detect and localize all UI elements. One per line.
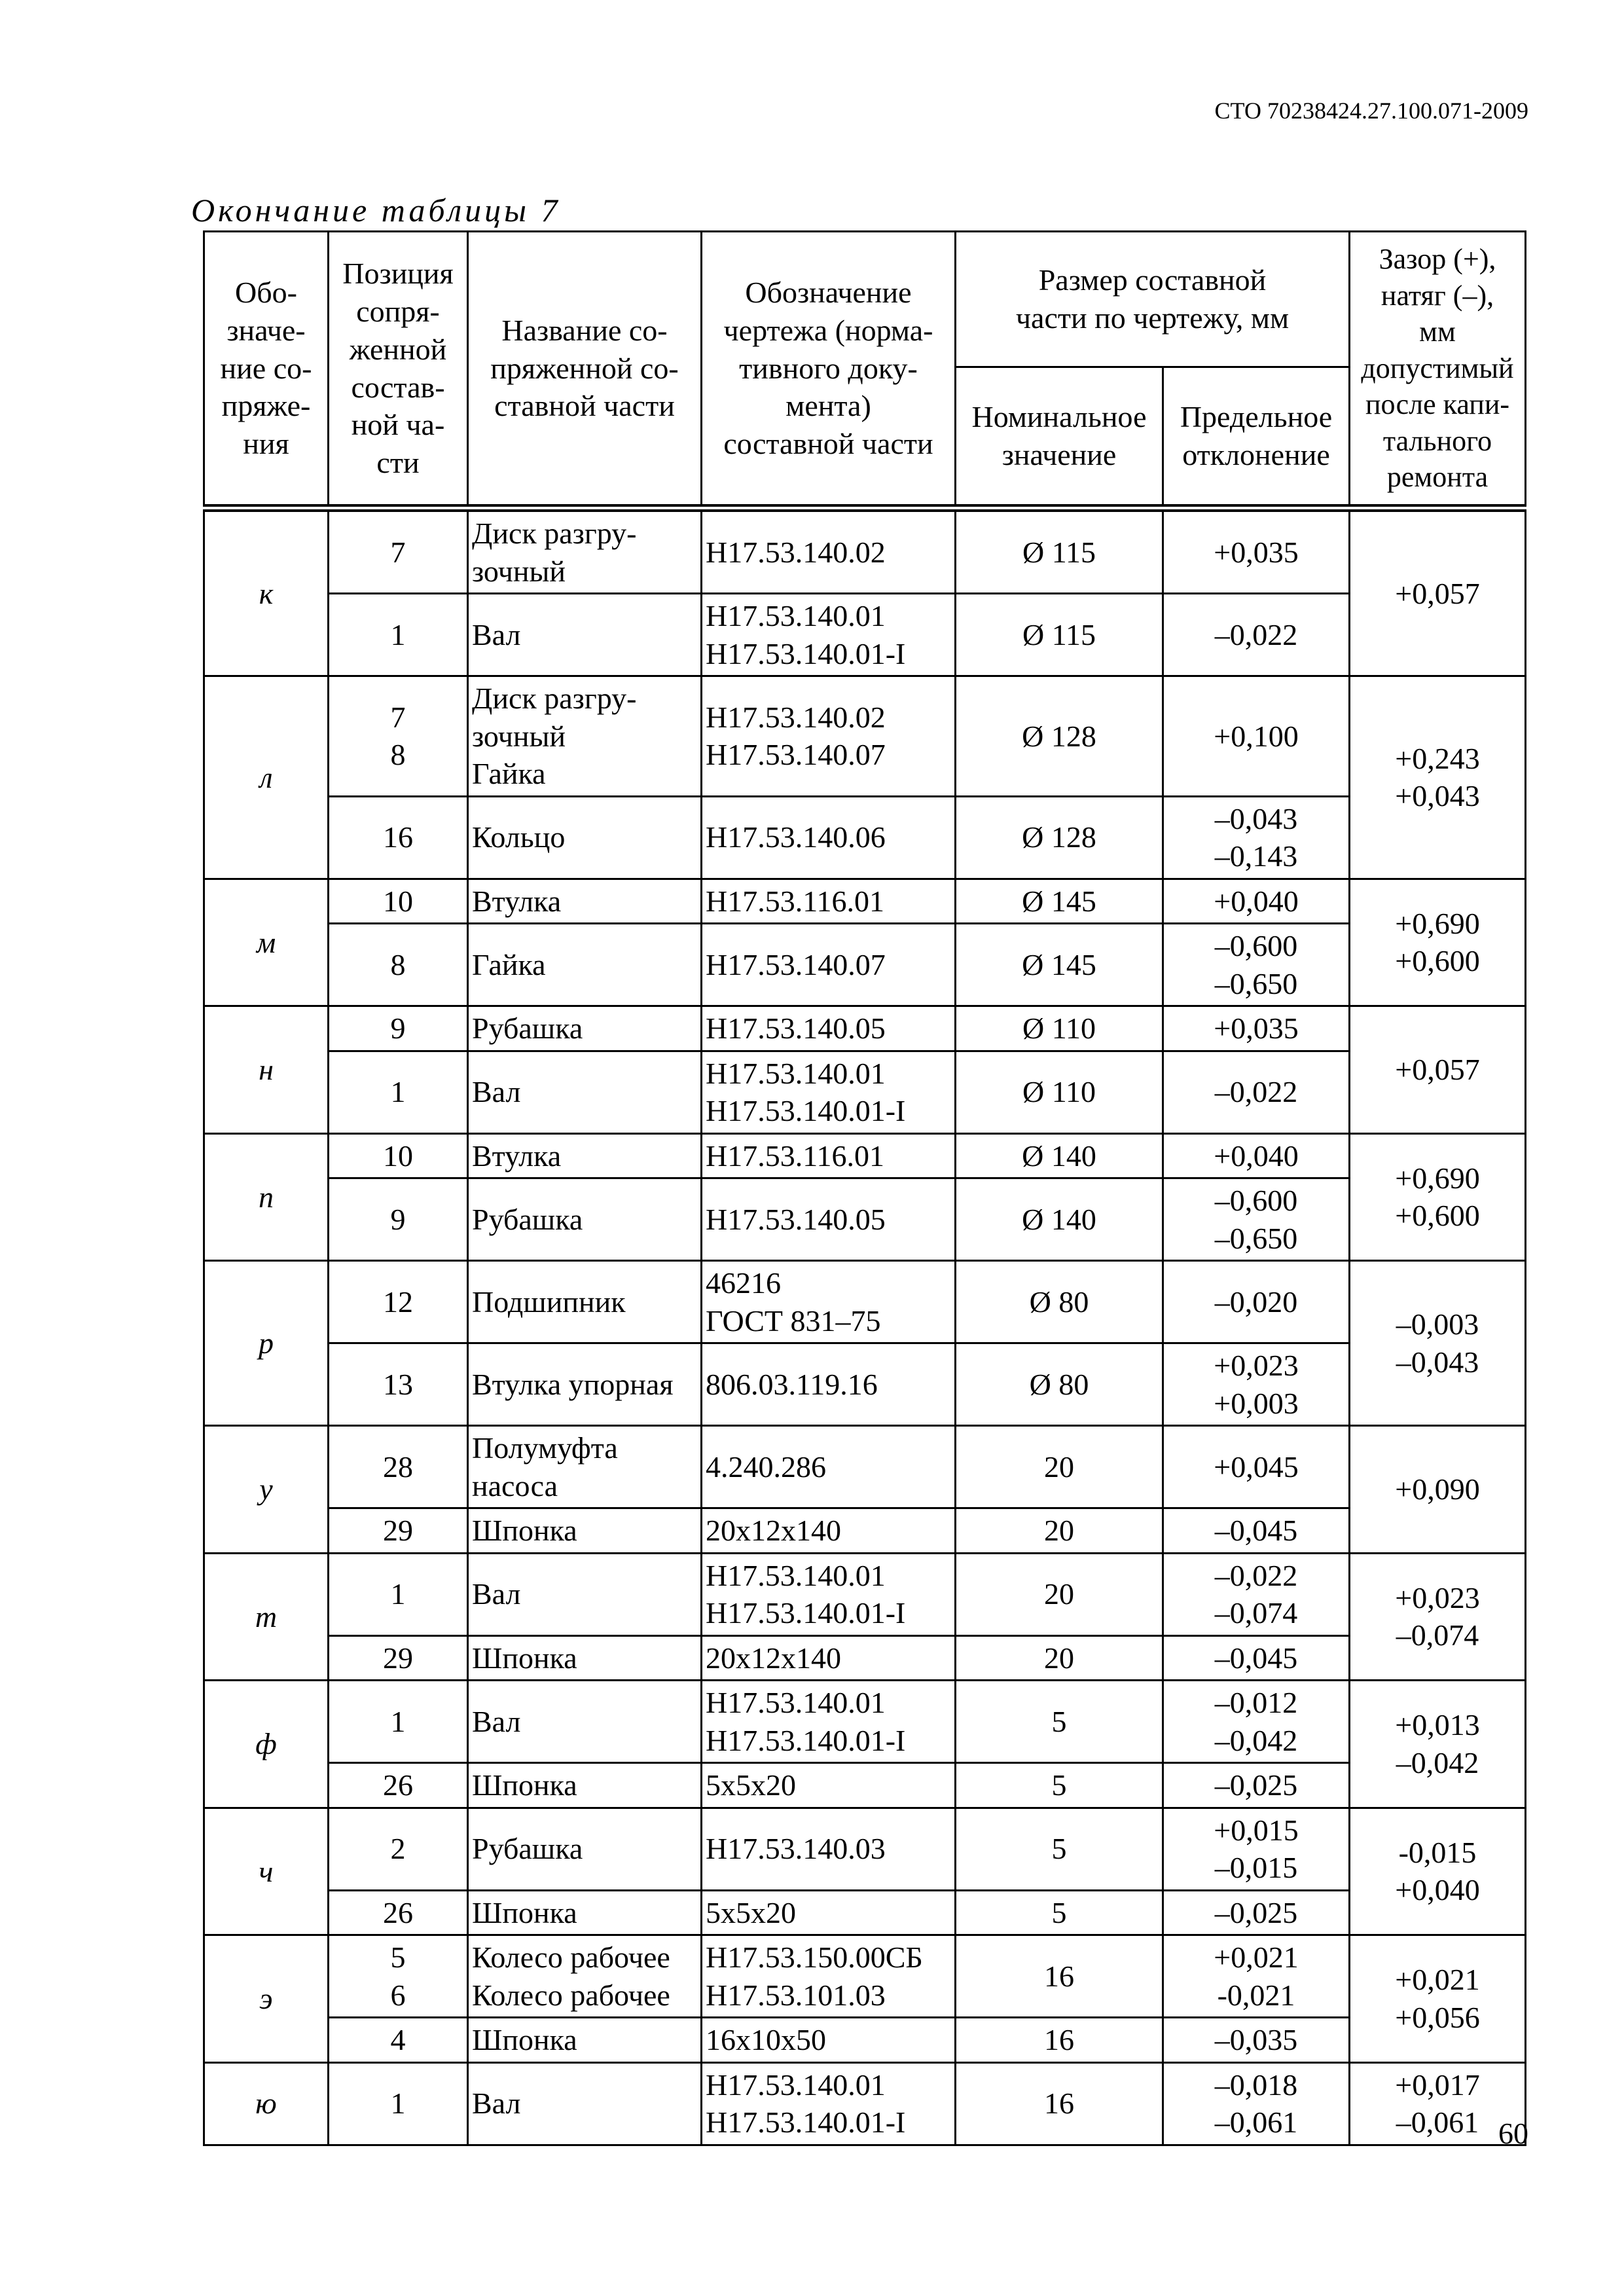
part-position: 29: [329, 1635, 468, 1681]
header-row: [204, 232, 1526, 367]
part-name: Втулка: [468, 1133, 702, 1178]
tolerance: –0,022: [1163, 594, 1350, 676]
header-part-name: Название со- пряженной со- ставной части: [468, 232, 702, 509]
part-name: Полумуфта насоса: [468, 1426, 702, 1508]
part-name: Вал: [468, 2062, 702, 2145]
part-position: 12: [329, 1261, 468, 1343]
nominal-size: Ø 110: [956, 1006, 1163, 1051]
table-row: [204, 796, 1526, 879]
header-clearance: Зазор (+), натяг (–), мм допустимый после капи- тального ремонта: [1350, 232, 1526, 509]
part-position: 1: [329, 1681, 468, 1763]
part-name: Шпонка: [468, 1635, 702, 1681]
tolerance: –0,012 –0,042: [1163, 1681, 1350, 1763]
spec-table: [203, 230, 1526, 2146]
nominal-size: Ø 145: [956, 924, 1163, 1006]
table-caption: Окончание таблицы 7: [191, 192, 561, 228]
tolerance: +0,040: [1163, 1133, 1350, 1178]
part-position: 1: [329, 1051, 468, 1133]
joint-mark: ю: [204, 2062, 329, 2145]
part-name: Вал: [468, 1051, 702, 1133]
table-row: [204, 1426, 1526, 1508]
part-position: 10: [329, 1133, 468, 1178]
table-row: [204, 1935, 1526, 2018]
joint-mark: ч: [204, 1808, 329, 1935]
part-name: Гайка: [468, 924, 702, 1006]
joint-mark: ф: [204, 1681, 329, 1808]
drawing-ref: Н17.53.150.00СБ Н17.53.101.03: [702, 1935, 956, 2018]
part-position: 28: [329, 1426, 468, 1508]
table-body: [204, 508, 1526, 2145]
part-name: Шпонка: [468, 2018, 702, 2063]
part-name: Шпонка: [468, 1890, 702, 1935]
table-row: [204, 1763, 1526, 1808]
drawing-ref: Н17.53.140.07: [702, 924, 956, 1006]
joint-mark: н: [204, 1006, 329, 1134]
tolerance: –0,045: [1163, 1635, 1350, 1681]
clearance: +0,021 +0,056: [1350, 1935, 1526, 2063]
header-mark: Обо- значе- ние со- пряже- ния: [204, 232, 329, 509]
table-row: [204, 1890, 1526, 1935]
table-row: [204, 924, 1526, 1006]
tolerance: –0,025: [1163, 1890, 1350, 1935]
part-position: 16: [329, 796, 468, 879]
part-position: 1: [329, 1553, 468, 1635]
table-row: [204, 2018, 1526, 2063]
part-position: 4: [329, 2018, 468, 2063]
tolerance: +0,040: [1163, 879, 1350, 924]
part-name: Шпонка: [468, 1763, 702, 1808]
nominal-size: Ø 128: [956, 796, 1163, 879]
part-name: Кольцо: [468, 796, 702, 879]
part-name: Шпонка: [468, 1508, 702, 1554]
nominal-size: Ø 110: [956, 1051, 1163, 1133]
table-row: [204, 1681, 1526, 1763]
table-row: [204, 1178, 1526, 1261]
part-position: 7: [329, 508, 468, 594]
drawing-ref: Н17.53.140.01 Н17.53.140.01-I: [702, 1681, 956, 1763]
part-name: Вал: [468, 1681, 702, 1763]
page-number: 60: [1498, 2117, 1528, 2150]
drawing-ref: Н17.53.140.01 Н17.53.140.01-I: [702, 1553, 956, 1635]
joint-mark: м: [204, 879, 329, 1006]
clearance: +0,690 +0,600: [1350, 1133, 1526, 1261]
clearance: +0,023 –0,074: [1350, 1553, 1526, 1681]
tolerance: –0,035: [1163, 2018, 1350, 2063]
clearance: +0,013 –0,042: [1350, 1681, 1526, 1808]
drawing-ref: Н17.53.140.01 Н17.53.140.01-I: [702, 1051, 956, 1133]
drawing-ref: Н17.53.140.05: [702, 1178, 956, 1261]
part-position: 29: [329, 1508, 468, 1554]
drawing-ref: Н17.53.140.01 Н17.53.140.01-I: [702, 2062, 956, 2145]
drawing-ref: Н17.53.140.02 Н17.53.140.07: [702, 676, 956, 797]
tolerance: –0,600 –0,650: [1163, 924, 1350, 1006]
clearance: +0,690 +0,600: [1350, 879, 1526, 1006]
table-row: [204, 1808, 1526, 1890]
document-code: СТО 70238424.27.100.071-2009: [1214, 98, 1528, 124]
nominal-size: 20: [956, 1508, 1163, 1554]
tolerance: –0,018 –0,061: [1163, 2062, 1350, 2145]
drawing-ref: Н17.53.116.01: [702, 879, 956, 924]
nominal-size: 20: [956, 1426, 1163, 1508]
nominal-size: 20: [956, 1635, 1163, 1681]
tolerance: –0,043 –0,143: [1163, 796, 1350, 879]
part-name: Рубашка: [468, 1006, 702, 1051]
tolerance: –0,020: [1163, 1261, 1350, 1343]
tolerance: +0,015 –0,015: [1163, 1808, 1350, 1890]
table-row: [204, 1553, 1526, 1635]
part-position: 9: [329, 1178, 468, 1261]
drawing-ref: 806.03.119.16: [702, 1343, 956, 1426]
joint-mark: л: [204, 676, 329, 879]
part-position: 2: [329, 1808, 468, 1890]
table-row: [204, 508, 1526, 594]
drawing-ref: 20x12x140: [702, 1635, 956, 1681]
nominal-size: 16: [956, 2018, 1163, 2063]
part-name: Вал: [468, 1553, 702, 1635]
table-row: [204, 1508, 1526, 1554]
part-position: 8: [329, 924, 468, 1006]
drawing-ref: 5x5x20: [702, 1763, 956, 1808]
nominal-size: 20: [956, 1553, 1163, 1635]
drawing-ref: Н17.53.116.01: [702, 1133, 956, 1178]
tolerance: –0,045: [1163, 1508, 1350, 1554]
tolerance: +0,021 -0,021: [1163, 1935, 1350, 2018]
part-name: Втулка: [468, 879, 702, 924]
drawing-ref: 20x12x140: [702, 1508, 956, 1554]
part-position: 7 8: [329, 676, 468, 797]
joint-mark: к: [204, 508, 329, 676]
table-row: [204, 676, 1526, 797]
joint-mark: т: [204, 1553, 329, 1681]
clearance: +0,017 –0,061: [1350, 2062, 1526, 2145]
nominal-size: Ø 128: [956, 676, 1163, 797]
joint-mark: р: [204, 1261, 329, 1426]
nominal-size: 5: [956, 1681, 1163, 1763]
table-row: [204, 594, 1526, 676]
part-position: 26: [329, 1890, 468, 1935]
joint-mark: п: [204, 1133, 329, 1261]
part-position: 1: [329, 594, 468, 676]
clearance: +0,090: [1350, 1426, 1526, 1554]
part-position: 9: [329, 1006, 468, 1051]
nominal-size: 16: [956, 2062, 1163, 2145]
drawing-ref: Н17.53.140.02: [702, 508, 956, 594]
joint-mark: у: [204, 1426, 329, 1554]
part-name: Диск разгру- зочный: [468, 508, 702, 594]
part-name: Рубашка: [468, 1178, 702, 1261]
nominal-size: 5: [956, 1763, 1163, 1808]
part-name: Рубашка: [468, 1808, 702, 1890]
part-position: 1: [329, 2062, 468, 2145]
clearance: –0,003 –0,043: [1350, 1261, 1526, 1426]
tolerance: +0,045: [1163, 1426, 1350, 1508]
part-position: 13: [329, 1343, 468, 1426]
nominal-size: Ø 115: [956, 594, 1163, 676]
nominal-size: Ø 140: [956, 1178, 1163, 1261]
nominal-size: 16: [956, 1935, 1163, 2018]
table-row: [204, 2062, 1526, 2145]
part-position: 10: [329, 879, 468, 924]
tolerance: +0,035: [1163, 508, 1350, 594]
header-nominal: Номинальное значение: [956, 367, 1163, 509]
nominal-size: Ø 115: [956, 508, 1163, 594]
part-name: Колесо рабочее Колесо рабочее: [468, 1935, 702, 2018]
tolerance: –0,600 –0,650: [1163, 1178, 1350, 1261]
nominal-size: Ø 145: [956, 879, 1163, 924]
tolerance: +0,023 +0,003: [1163, 1343, 1350, 1426]
drawing-ref: 4.240.286: [702, 1426, 956, 1508]
part-name: Диск разгру- зочный Гайка: [468, 676, 702, 797]
header-tolerance: Предельное отклонение: [1163, 367, 1350, 509]
table-row: [204, 1261, 1526, 1343]
header-drawing-ref: Обозначение чертежа (норма- тивного доку- мента) составной части: [702, 232, 956, 509]
part-name: Подшипник: [468, 1261, 702, 1343]
table-row: [204, 1006, 1526, 1051]
nominal-size: Ø 140: [956, 1133, 1163, 1178]
part-position: 26: [329, 1763, 468, 1808]
joint-mark: э: [204, 1935, 329, 2063]
clearance: +0,057: [1350, 508, 1526, 676]
table-row: [204, 1051, 1526, 1133]
tolerance: –0,025: [1163, 1763, 1350, 1808]
part-position: 5 6: [329, 1935, 468, 2018]
part-name: Вал: [468, 594, 702, 676]
tolerance: –0,022: [1163, 1051, 1350, 1133]
nominal-size: Ø 80: [956, 1261, 1163, 1343]
drawing-ref: Н17.53.140.01 Н17.53.140.01-I: [702, 594, 956, 676]
drawing-ref: Н17.53.140.05: [702, 1006, 956, 1051]
clearance: -0,015 +0,040: [1350, 1808, 1526, 1935]
drawing-ref: 16x10x50: [702, 2018, 956, 2063]
drawing-ref: Н17.53.140.06: [702, 796, 956, 879]
clearance: +0,057: [1350, 1006, 1526, 1134]
tolerance: +0,100: [1163, 676, 1350, 797]
table-row: [204, 1343, 1526, 1426]
table-row: [204, 1635, 1526, 1681]
table-row: [204, 879, 1526, 924]
part-name: Втулка упорная: [468, 1343, 702, 1426]
nominal-size: 5: [956, 1808, 1163, 1890]
drawing-ref: Н17.53.140.03: [702, 1808, 956, 1890]
drawing-ref: 5x5x20: [702, 1890, 956, 1935]
tolerance: –0,022 –0,074: [1163, 1553, 1350, 1635]
nominal-size: Ø 80: [956, 1343, 1163, 1426]
clearance: +0,243 +0,043: [1350, 676, 1526, 879]
drawing-ref: 46216 ГОСТ 831–75: [702, 1261, 956, 1343]
table-row: [204, 1133, 1526, 1178]
tolerance: +0,035: [1163, 1006, 1350, 1051]
header-position: Позиция сопря- женной состав- ной ча- сти: [329, 232, 468, 509]
header-size: Размер составной части по чертежу, мм: [956, 232, 1350, 367]
nominal-size: 5: [956, 1890, 1163, 1935]
